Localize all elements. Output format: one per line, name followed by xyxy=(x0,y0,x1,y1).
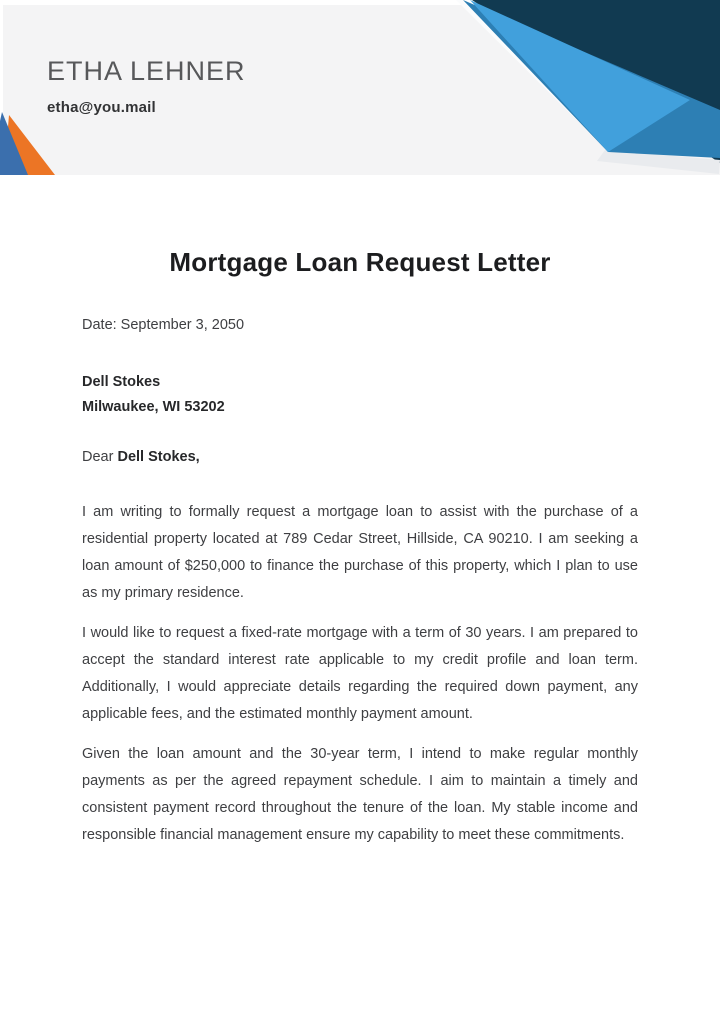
letterhead-text-block xyxy=(47,55,246,116)
letter-title: Mortgage Loan Request Letter xyxy=(169,247,551,277)
recipient-name: Dell Stokes xyxy=(82,374,161,390)
recipient-address: Milwaukee, WI 53202 xyxy=(82,399,225,415)
letterhead xyxy=(0,0,720,176)
salutation-name: Dell Stokes, xyxy=(117,449,200,465)
date-line: Date: September 3, 2050 xyxy=(82,317,245,333)
salutation xyxy=(82,444,200,470)
sender-email: etha@you.mail xyxy=(47,99,156,116)
letter-paragraph: I would like to request a fixed-rate mortgage with a term of 30 years. I am prepared to accept the standard interest rate applicable to my credit profile and loan term. Additionally, I would appreciate details regarding the required down payment, any applicable fees, and the estimated monthly payment amount. xyxy=(82,625,638,722)
letter-paragraph: I am writing to formally request a mortgage loan to assist with the purchase of a residential property located at 789 Cedar Street, Hillside, CA 90210. I am seeking a loan amount of $250,000 to finance the purchase of this property, which I plan to use as my primary residence. xyxy=(82,504,638,601)
recipient-block xyxy=(82,370,225,420)
sender-name: ETHA LEHNER xyxy=(47,56,246,86)
letter-paragraph: Given the loan amount and the 30-year term, I intend to make regular monthly payments as per the agreed repayment schedule. I aim to maintain a timely and consistent payment record throughout the tenure of the loan. My stable income and responsible financial management ensure my capability to meet these commitments. xyxy=(82,746,638,843)
corner-decoration-left-icon xyxy=(0,109,60,175)
salutation-prefix: Dear xyxy=(82,449,118,465)
corner-decoration-right-icon xyxy=(440,0,720,175)
